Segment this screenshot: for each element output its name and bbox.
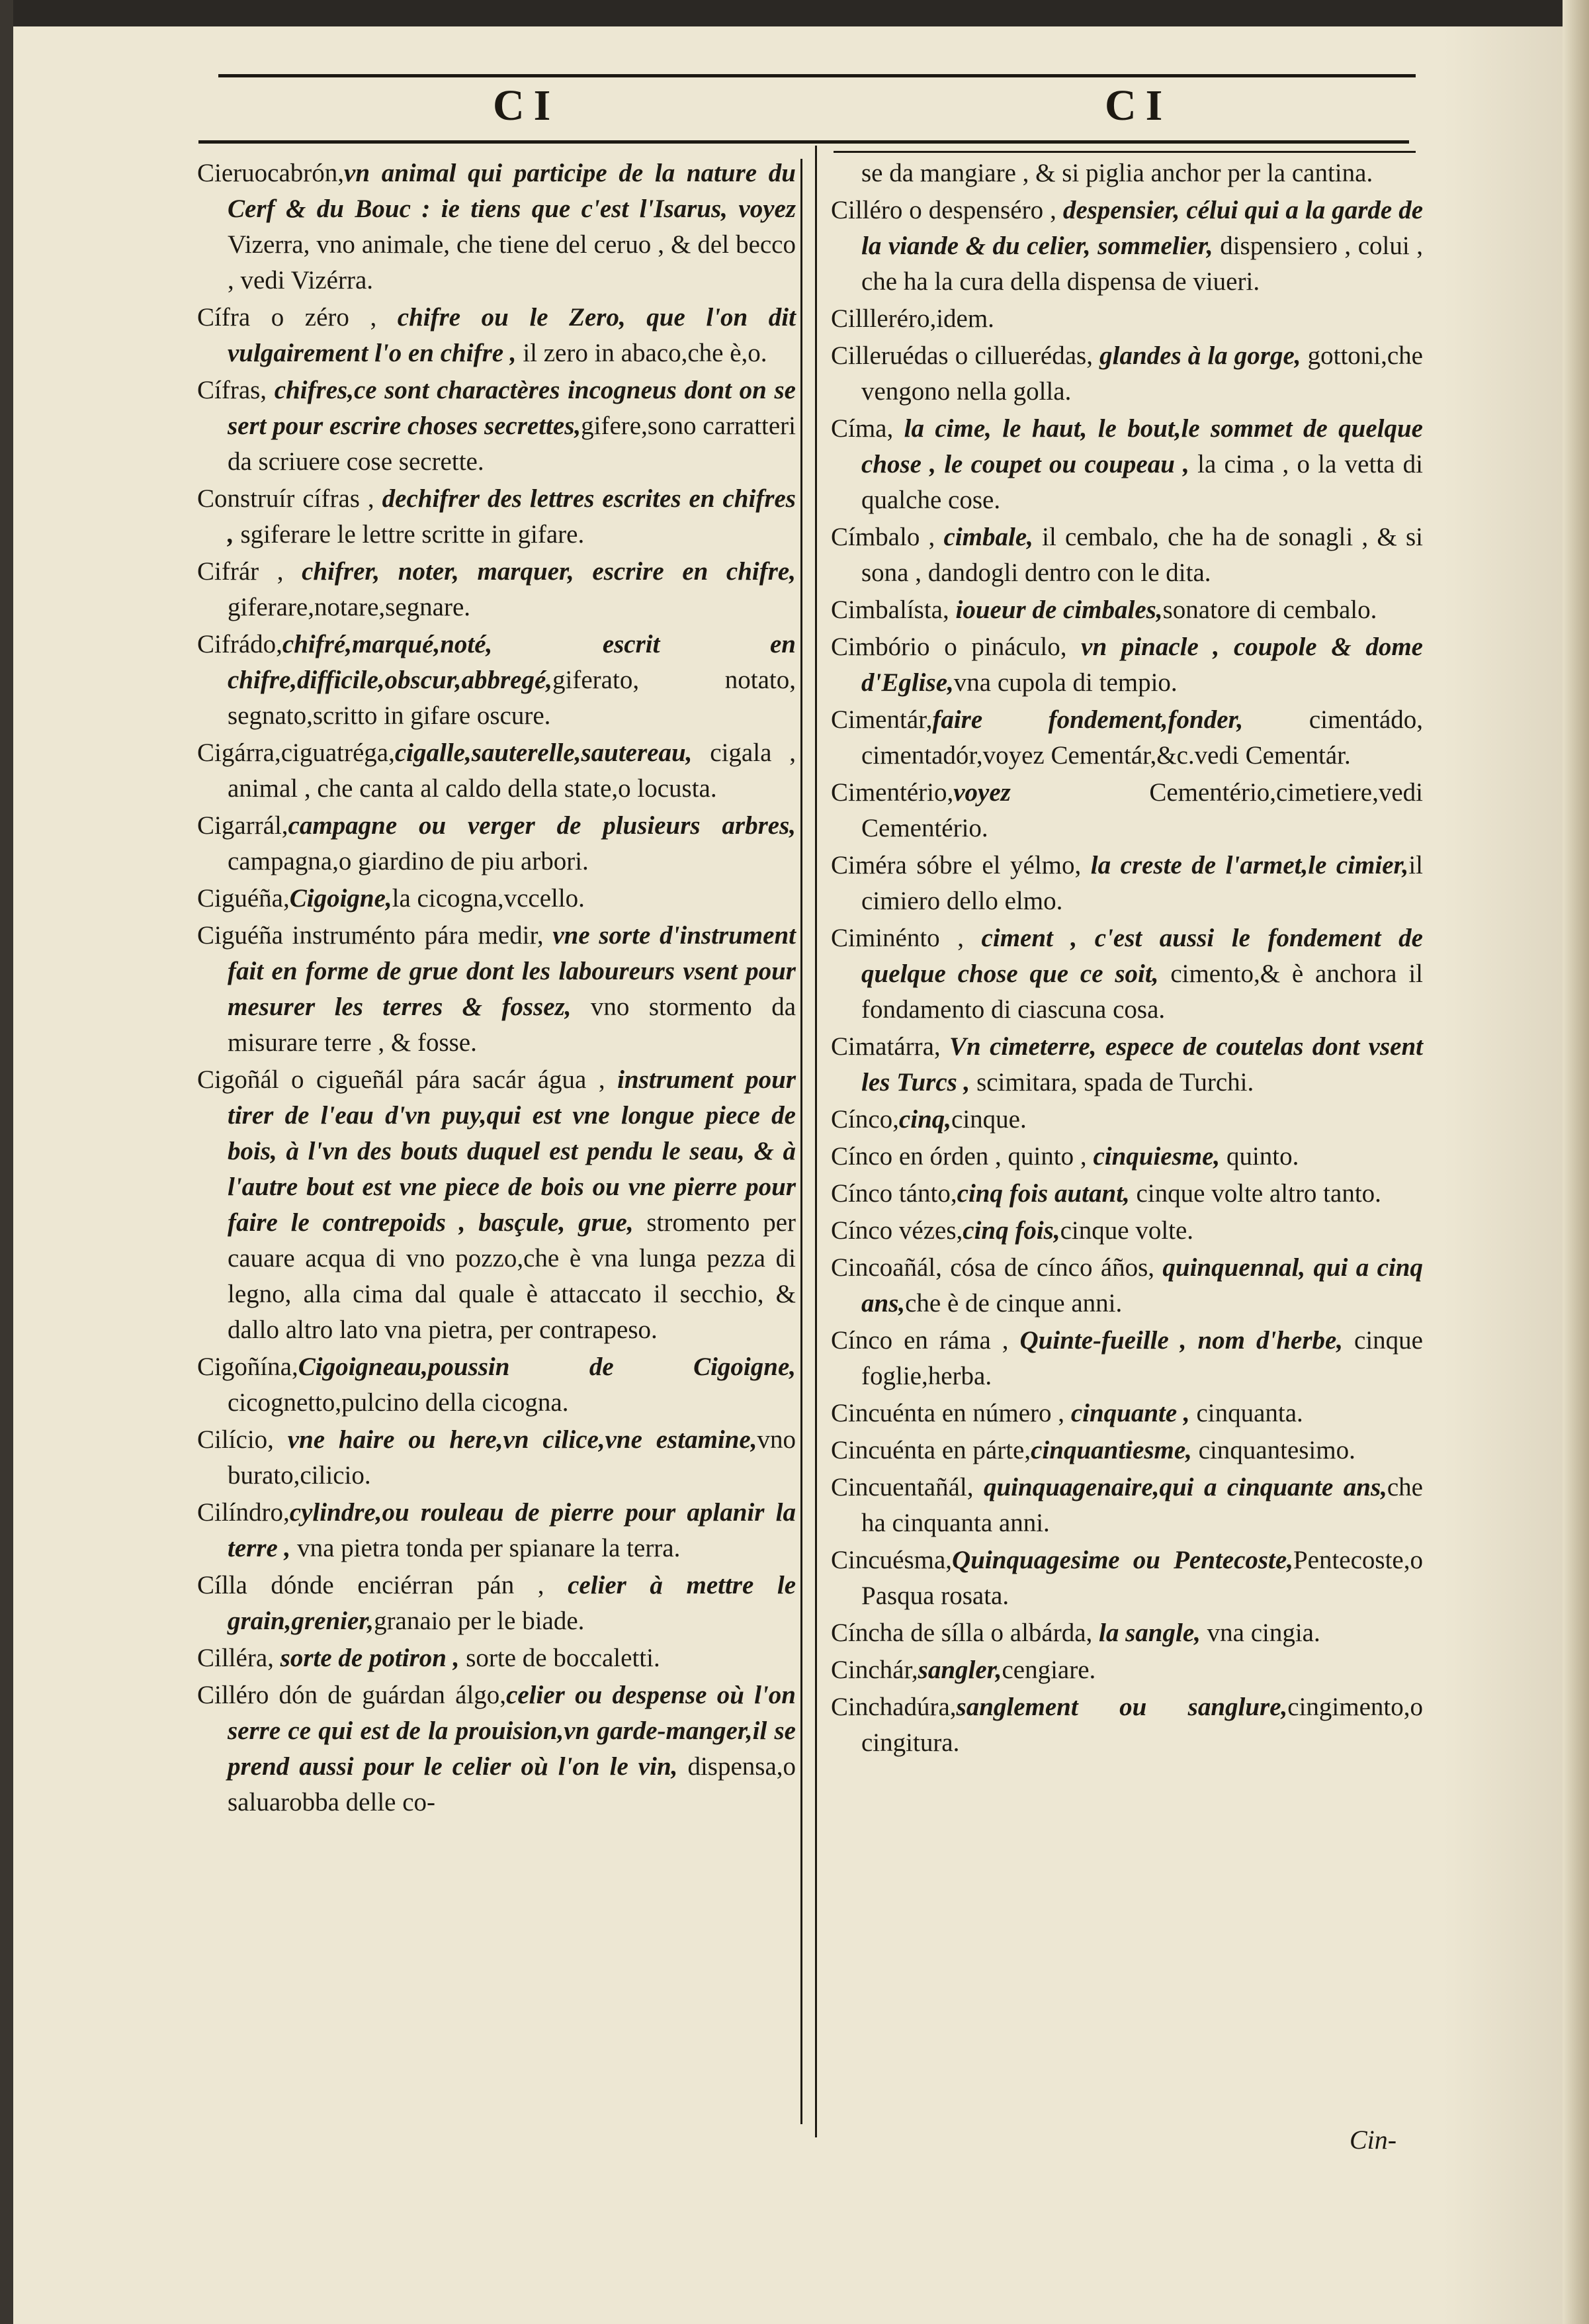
dictionary-entry: Construír cífras , dechifrer des lettres escrites en chifres , sgiferare le lettre scritte in gifare. xyxy=(197,484,796,549)
left-column xyxy=(197,156,796,1822)
dictionary-entry: Cimbalísta, ioueur de cimbales,sonatore di cembalo. xyxy=(831,596,1377,624)
dictionary-entry: Cilleruédas o cilluerédas, glandes à la gorge, gottoni,che vengono nella golla. xyxy=(831,341,1423,406)
dictionary-entry: Ciguéña instruménto pára medir, vne sorte d'instrument fait en forme de grue dont les laboureurs vsent pour mesurer les terres & fossez, vno stormento da misurare terre , & fosse. xyxy=(197,921,796,1057)
dictionary-entry: Ciminénto , ciment , c'est aussi le fondement de quelque chose que ce soit, cimento,& è anchora il fondamento di ciascuna cosa. xyxy=(831,924,1423,1024)
scan-top-border xyxy=(0,0,1589,26)
dictionary-entry: Cimbório o pináculo, vn pinacle , coupole & dome d'Eglise,vna cupola di tempio. xyxy=(831,633,1423,697)
dictionary-entry: Cigarrál,campagne ou verger de plusieurs arbres, campagna,o giardino de piu arbori. xyxy=(197,811,796,875)
dictionary-entry: Cimatárra, Vn cimeterre, espece de coutelas dont vsent les Turcs , scimitara, spada de Turchi. xyxy=(831,1032,1423,1096)
dictionary-entry: Cilléra, sorte de potiron , sorte de boccaletti. xyxy=(197,1644,660,1672)
dictionary-entry: Cifrádo,chifré,marqué,noté, escrit en chifre,difficile,obscur,abbregé,giferato, notato, segnato,scritto in gifare oscure. xyxy=(197,630,796,730)
dictionary-entry: Cífras, chifres,ce sont charactères incogneus dont on se sert pour escrire choses secrettes,gifere,sono carratteri da scriuere cose secrette. xyxy=(197,376,796,476)
header-rule-bottom xyxy=(198,140,1409,144)
dictionary-entry: Cieruocabrón,vn animal qui participe de la nature du Cerf & du Bouc : ie tiens que c'est l'Isarus, voyez Vizerra, vno animale, che tiene del ceruo , & del becco , vedi Vizérra. xyxy=(197,159,796,294)
dictionary-entry: Ciguéña,Cigoigne,la cicogna,vccello. xyxy=(197,884,585,913)
dictionary-entry: Cínco en ráma , Quinte-fueille , nom d'herbe, cinque foglie,herba. xyxy=(831,1326,1423,1390)
dictionary-entry: Cíncha de sílla o albárda, la sangle, vna cingia. xyxy=(831,1619,1320,1647)
dictionary-entry: Cínco tánto,cinq fois autant, cinque volte altro tanto. xyxy=(831,1179,1381,1208)
dictionary-entry: Cigárra,ciguatréga,cigalle,sauterelle,sautereau, cigala , animal , che canta al caldo della state,o locusta. xyxy=(197,738,796,803)
running-head-right: CI xyxy=(1105,81,1172,130)
dictionary-entry: Cílla dónde enciérran pán , celier à mettre le grain,grenier,granaio per le biade. xyxy=(197,1571,796,1635)
dictionary-entry: Cífra o zéro , chifre ou le Zero, que l'on dit vulgairement l'o en chifre , il zero in abaco,che è,o. xyxy=(197,303,796,367)
column-divider-second xyxy=(800,159,802,2124)
dictionary-entry: Cinchadúra,sanglement ou sanglure,cingimento,o cingitura. xyxy=(831,1693,1423,1757)
column-divider xyxy=(815,146,817,2137)
dictionary-entry: Ciméra sóbre el yélmo, la creste de l'armet,le cimier,il cimiero dello elmo. xyxy=(831,851,1423,915)
dictionary-entry: Cilíndro,cylindre,ou rouleau de pierre pour aplanir la terre , vna pietra tonda per spianare la terra. xyxy=(197,1498,796,1562)
running-head-left: CI xyxy=(493,81,560,130)
dictionary-entry-continued: se da mangiare , & si piglia anchor per la cantina. xyxy=(861,159,1373,187)
dictionary-entry: Cincuentañál, quinquagenaire,qui a cinquante ans,che ha cinquanta anni. xyxy=(831,1473,1423,1537)
dictionary-entry: Cigoñál o cigueñál pára sacár água , instrument pour tirer de l'eau d'vn puy,qui est vne longue piece de bois, à l'vn des bouts duquel est pendu le seau, & à l'autre bout est vne piece de bois ou vne pierre pour faire le contrepoids , basçule, grue, stromento per cauare acqua di vno pozzo,che è vna lunga pezza di legno, alla cima dal quale è attaccato il secchio, & dallo altro lato vna pietra, per contrapeso. xyxy=(197,1065,796,1344)
page-fore-edge xyxy=(1563,0,1589,2324)
catchword: Cin- xyxy=(1350,2125,1397,2155)
dictionary-entry: Cínco en órden , quinto , cinquiesme, quinto. xyxy=(831,1142,1299,1171)
dictionary-entry: Cifrár , chifrer, noter, marquer, escrire en chifre, giferare,notare,segnare. xyxy=(197,557,796,621)
scan-left-border xyxy=(0,0,13,2324)
dictionary-entry: Cínco,cinq,cinque. xyxy=(831,1105,1027,1134)
dictionary-entry: Cincuénta en número , cinquante , cinquanta. xyxy=(831,1399,1303,1427)
dictionary-entry: Cincuénta en párte,cinquantiesme, cinquantesimo. xyxy=(831,1436,1355,1464)
page-gutter-shade xyxy=(1443,26,1563,2324)
dictionary-entry: Címa, la cime, le haut, le bout,le sommet de quelque chose , le coupet ou coupeau , la cima , o la vetta di qualche cose. xyxy=(831,414,1423,514)
dictionary-entry: Cimentár,faire fondement,fonder, cimentádo, cimentadór,voyez Cementár,&c.vedi Cementár. xyxy=(831,705,1423,770)
header-rule-top xyxy=(218,74,1416,77)
dictionary-entry: Cincoañál, cósa de cínco áños, quinquennal, qui a cinq ans,che è de cinque anni. xyxy=(831,1253,1423,1318)
dictionary-entry: Cilléro o despenséro , despensier, célui qui a la garde de la viande & du celier, sommelier, dispensiero , colui , che ha la cura della dispensa de viueri. xyxy=(831,196,1423,296)
dictionary-entry: Cillleréro,idem. xyxy=(831,304,994,333)
dictionary-entry: Cilício, vne haire ou here,vn cilice,vne estamine,vno burato,cilicio. xyxy=(197,1425,796,1490)
dictionary-entry: Cigoñína,Cigoigneau,poussin de Cigoigne, cicognetto,pulcino della cicogna. xyxy=(197,1353,796,1417)
dictionary-entry: Cinchár,sangler,cengiare. xyxy=(831,1656,1096,1684)
dictionary-entry: Cilléro dón de guárdan álgo,celier ou despense où l'on serre ce qui est de la prouision,vn garde-manger,il se prend aussi pour le celier où l'on le vin, dispensa,o saluarobba delle co- xyxy=(197,1681,796,1816)
dictionary-entry: Cínco vézes,cinq fois,cinque volte. xyxy=(831,1216,1194,1245)
dictionary-entry: Címbalo , cimbale, il cembalo, che ha de sonagli , & si sona , dandogli dentro con le dita. xyxy=(831,523,1423,587)
dictionary-entry: Cincuésma,Quinquagesime ou Pentecoste,Pentecoste,o Pasqua rosata. xyxy=(831,1546,1423,1610)
right-column xyxy=(831,156,1423,1762)
header-rule-right-extra xyxy=(834,151,1416,153)
dictionary-entry: Cimentério,voyez Cementério,cimetiere,vedi Cementério. xyxy=(831,778,1423,842)
